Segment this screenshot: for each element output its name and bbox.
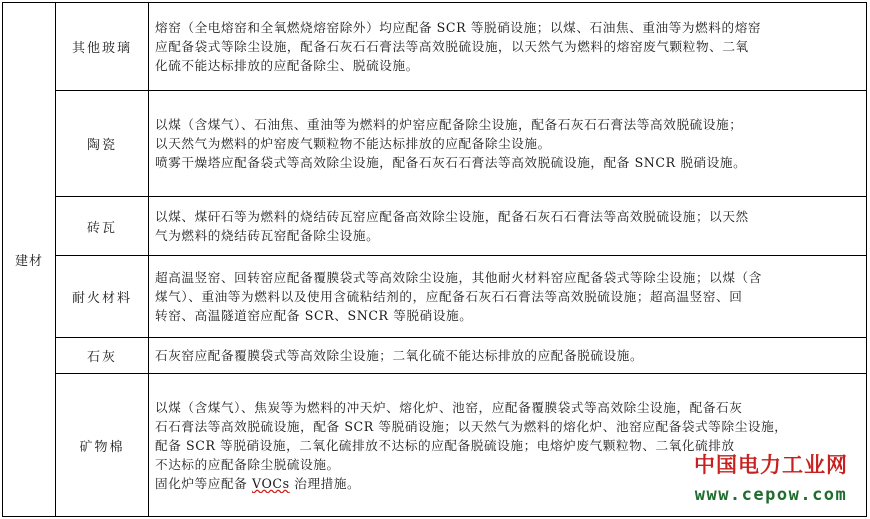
watermark-cn: 中国电力工业网 — [694, 453, 848, 477]
text-line: 转窑、高温隧道窑应配备 SCR、SNCR 等脱硝设施。 — [155, 308, 473, 323]
text-line: 以天然气为燃料的炉窑废气颗粒物不能达标排放的应配备除尘设施。 — [155, 136, 551, 151]
site-watermark — [694, 449, 848, 505]
text-line: 以煤（含煤气）、石油焦、重油等为燃料的炉窑应配备除尘设施，配备石灰石石膏法等高效脱硫设施； — [155, 117, 743, 132]
text-fragment: 固化炉等应配备 — [155, 475, 252, 491]
text-line: 气为燃料的烧结砖瓦窑配备除尘设施。 — [155, 228, 380, 243]
text-line: 石石膏法等高效脱硫设施，配备 SCR 等脱硝设施；以天然气为燃料的熔化炉、池窑应配备袋式等除尘设施， — [155, 418, 788, 434]
text-line: 应配备袋式等除尘设施，配备石灰石石膏法等高效脱硫设施，以天然气为燃料的熔窑废气颗粒物、二氧 — [155, 39, 749, 54]
text-line: 喷雾干燥塔应配备袋式等高效除尘设施，配备石灰石石膏法等高效脱硫设施，配备 SNCR 脱硝设施。 — [155, 155, 747, 170]
table-row — [3, 338, 867, 374]
requirements-refractory — [149, 256, 867, 338]
table-row — [3, 3, 867, 91]
requirements-ceramics — [149, 91, 867, 197]
requirements-bricks — [149, 197, 867, 256]
text-line: 不达标的应配备除尘脱硫设施。 — [155, 456, 340, 472]
text-line: 煤气）、重油等为燃料以及使用含硫粘结剂的，应配备石灰石石膏法等高效脱硫设施；超高温竖窑、回 — [155, 289, 743, 304]
text-line: 超高温竖窑、回转窑应配备覆膜袋式等高效除尘设施，其他耐火材料窑应配备袋式等除尘设施；以煤（含 — [155, 270, 762, 285]
spellcheck-marked-word: VOCs — [251, 475, 290, 491]
subcategory-ceramics: 陶瓷 — [56, 91, 149, 197]
text-fragment: 治理措施。 — [289, 475, 361, 491]
emission-control-table — [2, 2, 867, 517]
text-line: 配备 SCR 等脱硝设施，二氧化硫排放不达标的应配备脱硫设施；电熔炉废气颗粒物、二氧化硫排放 — [155, 437, 735, 453]
text-line: 熔窑（全电熔窑和全氧燃烧熔窑除外）均应配备 SCR 等脱硝设施；以煤、石油焦、重油等为燃料的熔窑 — [155, 20, 762, 35]
watermark-url: www.cepow.com — [694, 485, 848, 505]
subcategory-bricks: 砖瓦 — [56, 197, 149, 256]
text-line: 化硫不能达标排放的应配备除尘、脱硫设施。 — [155, 58, 419, 73]
table-row — [3, 197, 867, 256]
text-line: 以煤、煤矸石等为燃料的烧结砖瓦窑应配备高效除尘设施，配备石灰石石膏法等高效脱硫设施；以天然 — [155, 209, 749, 224]
subcategory-mineral-wool: 矿物棉 — [56, 374, 149, 517]
category-cell: 建材 — [3, 3, 56, 517]
requirements-lime — [149, 338, 867, 374]
text-line: 以煤（含煤气）、焦炭等为燃料的冲天炉、熔化炉、池窑，应配备覆膜袋式等高效除尘设施，配备石灰 — [155, 399, 743, 415]
text-line: 石灰窑应配备覆膜袋式等高效除尘设施；二氧化硫不能达标排放的应配备脱硫设施。 — [155, 348, 644, 363]
subcategory-glass: 其他玻璃 — [56, 3, 149, 91]
table-row — [3, 91, 867, 197]
subcategory-refractory: 耐火材料 — [56, 256, 149, 338]
requirements-glass — [149, 3, 867, 91]
subcategory-lime: 石灰 — [56, 338, 149, 374]
table-row — [3, 256, 867, 338]
